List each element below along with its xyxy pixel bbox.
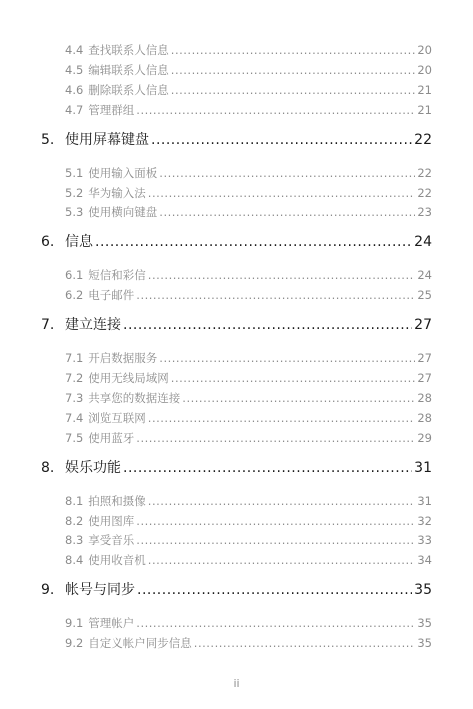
dot-leader (136, 288, 415, 302)
toc-section-entry[interactable] (65, 532, 432, 548)
toc-section-entry[interactable] (65, 370, 432, 386)
toc-entry-title: 开启数据服务 (88, 351, 158, 366)
toc-entry-page: 32 (417, 513, 432, 528)
toc-section-entry[interactable] (65, 615, 432, 631)
toc-entry-page: 35 (417, 616, 432, 631)
toc-entry-title: 帐号与同步 (65, 582, 135, 599)
toc-entry-page: 22 (417, 185, 432, 200)
toc-entry-title: 使用图库 (88, 513, 135, 528)
dot-leader (95, 234, 412, 250)
toc-entry-number: 8. (41, 459, 55, 476)
toc-entry-number: 7.1 (65, 351, 84, 366)
toc-section-entry[interactable] (65, 204, 432, 220)
toc-section-entry[interactable] (65, 635, 432, 651)
toc-entry-title: 信息 (65, 234, 93, 251)
toc-entry-number: 4.7 (65, 102, 84, 117)
toc-entry-number: 4.5 (65, 62, 84, 77)
toc-entry-page: 28 (417, 410, 432, 425)
toc-section-entry[interactable] (65, 493, 432, 509)
toc-section-entry[interactable] (65, 390, 432, 406)
toc-entry-title: 使用屏幕键盘 (65, 131, 149, 148)
toc-entry-page: 27 (417, 351, 432, 366)
dot-leader (159, 351, 415, 365)
toc-entry-title: 华为输入法 (88, 185, 146, 200)
dot-leader (148, 186, 416, 200)
toc-entry-page: 34 (417, 553, 432, 568)
toc-entry-number: 5.1 (65, 165, 84, 180)
toc-entry-title: 使用收音机 (88, 553, 146, 568)
toc-entry-title: 使用无线局域网 (88, 371, 169, 385)
toc-section-entry[interactable] (65, 513, 432, 529)
toc-entry-number: 7.2 (65, 371, 84, 385)
toc-entry-number: 4.6 (65, 82, 84, 97)
toc-entry-title: 享受音乐 (88, 533, 135, 548)
toc-entry-number: 7.5 (65, 430, 84, 445)
toc-entry-title: 娱乐功能 (65, 459, 121, 476)
toc-entry-page: 33 (417, 533, 432, 548)
toc-section-entry[interactable] (65, 165, 432, 181)
toc-entry-title: 使用蓝牙 (88, 430, 135, 445)
toc-entry-page: 31 (417, 493, 432, 508)
dot-leader (137, 582, 412, 598)
toc-entry-page: 21 (417, 102, 432, 117)
toc-section-entry[interactable] (65, 185, 432, 201)
toc-entry-number: 9.2 (65, 636, 84, 651)
dot-leader (194, 636, 416, 650)
toc-entry-number: 6. (41, 234, 55, 251)
toc-entry-number: 6.1 (65, 268, 84, 283)
toc-entry-title: 拍照和摄像 (88, 493, 146, 508)
toc-entry-title: 使用输入面板 (88, 165, 158, 180)
toc-entry-number: 8.2 (65, 513, 84, 528)
dot-leader (171, 83, 416, 97)
toc-entry-number: 9.1 (65, 616, 84, 631)
toc-section-entry[interactable] (65, 267, 432, 283)
toc-entry-title: 短信和彩信 (88, 268, 146, 283)
toc-entry-number: 7.3 (65, 390, 84, 405)
dot-leader (123, 460, 412, 476)
toc-section-entry[interactable] (65, 552, 432, 568)
toc-entry-number: 5.2 (65, 185, 84, 200)
toc-entry-number: 8.1 (65, 493, 84, 508)
toc-section-entry[interactable] (65, 350, 432, 366)
page-number: ii (233, 677, 240, 690)
toc-chapter-entry[interactable] (41, 579, 432, 599)
toc-entry-number: 7. (41, 317, 55, 334)
dot-leader (148, 411, 416, 425)
toc-entry-number: 8.3 (65, 533, 84, 548)
dot-leader (159, 166, 415, 180)
toc-section-entry[interactable] (65, 62, 432, 78)
toc-entry-page: 24 (417, 268, 432, 283)
toc-entry-page: 28 (417, 390, 432, 405)
toc-section-entry[interactable] (65, 410, 432, 426)
dot-leader (151, 132, 412, 148)
toc-section-entry[interactable] (65, 82, 432, 98)
dot-leader (159, 205, 415, 219)
dot-leader (148, 268, 416, 282)
toc-entry-page: 23 (417, 205, 432, 220)
toc-chapter-entry[interactable] (41, 231, 432, 251)
toc-entry-page: 25 (417, 288, 432, 303)
toc-entry-page: 31 (414, 459, 432, 476)
dot-leader (148, 553, 416, 567)
dot-leader (136, 431, 415, 445)
dot-leader (171, 43, 416, 57)
toc-entry-title: 浏览互联网 (88, 410, 146, 425)
toc-entry-number: 9. (41, 582, 55, 599)
toc-entry-title: 编辑联系人信息 (88, 62, 169, 77)
toc-entry-title: 使用横向键盘 (88, 205, 158, 220)
toc-entry-title: 共享您的数据连接 (88, 390, 181, 405)
toc-entry-title: 管理群组 (88, 102, 135, 117)
toc-entry-title: 建立连接 (65, 317, 121, 334)
toc-entry-page: 27 (414, 317, 432, 334)
toc-entry-page: 20 (417, 43, 432, 57)
toc-entry-page: 35 (417, 636, 432, 651)
toc-entry-number: 8.4 (65, 553, 84, 568)
toc-entry-page: 27 (417, 371, 432, 385)
dot-leader (136, 616, 415, 630)
toc-chapter-entry[interactable] (41, 314, 432, 334)
toc-entry-page: 22 (417, 165, 432, 180)
toc-entry-page: 20 (417, 62, 432, 77)
toc-entry-number: 5. (41, 131, 55, 148)
dot-leader (136, 533, 415, 547)
toc-entry-title: 查找联系人信息 (88, 43, 169, 57)
toc-section-entry[interactable] (65, 287, 432, 303)
toc-entry-number: 4.4 (65, 43, 84, 57)
dot-leader (171, 371, 416, 385)
dot-leader (136, 103, 415, 117)
toc-entry-title: 自定义帐户同步信息 (88, 636, 192, 651)
dot-leader (148, 494, 416, 508)
toc-entry-title: 电子邮件 (88, 288, 135, 303)
toc-section-entry[interactable] (65, 430, 432, 446)
toc-entry-page: 29 (417, 430, 432, 445)
toc-section-entry[interactable] (65, 42, 432, 58)
dot-leader (123, 317, 412, 333)
toc-section-entry[interactable] (65, 102, 432, 118)
dot-leader (182, 391, 415, 405)
toc-entry-page: 35 (414, 582, 432, 599)
dot-leader (136, 514, 415, 528)
toc-entry-page: 24 (414, 234, 432, 251)
toc-chapter-entry[interactable] (41, 457, 432, 477)
toc-entry-number: 5.3 (65, 205, 84, 220)
toc-entry-page: 21 (417, 82, 432, 97)
toc-entry-number: 6.2 (65, 288, 84, 303)
toc-entry-page: 22 (414, 131, 432, 148)
toc-chapter-entry[interactable] (41, 129, 432, 149)
toc-entry-number: 7.4 (65, 410, 84, 425)
toc-entry-title: 删除联系人信息 (88, 82, 169, 97)
toc-entry-title: 管理帐户 (88, 616, 135, 631)
dot-leader (171, 63, 416, 77)
